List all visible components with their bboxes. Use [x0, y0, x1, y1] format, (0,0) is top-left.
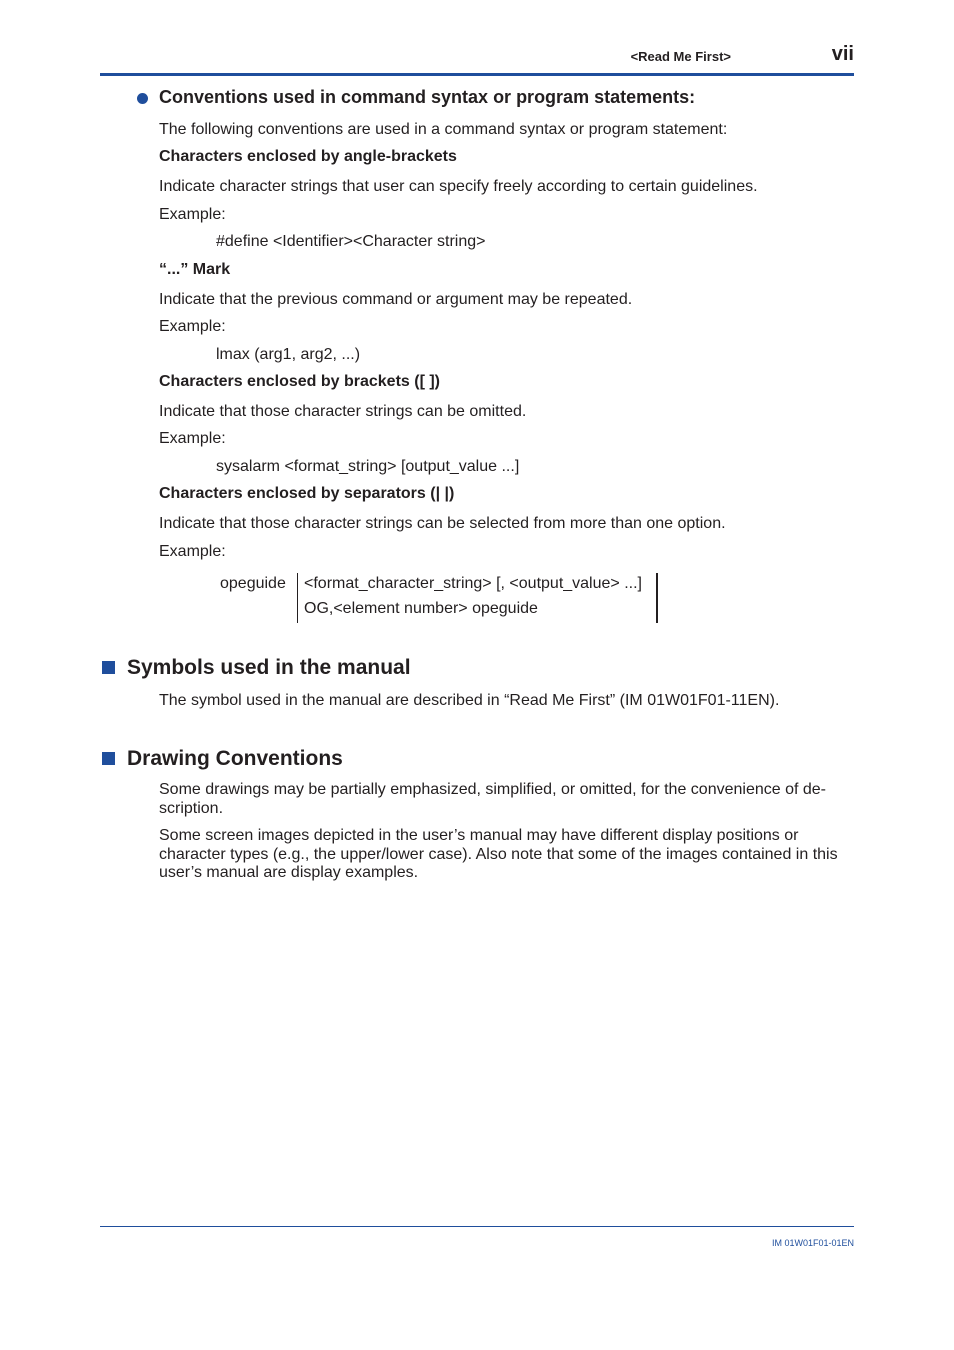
conventions-heading: Conventions used in command syntax or program statements:: [159, 87, 696, 107]
angle-brackets-title: Characters enclosed by angle-brackets: [159, 148, 457, 165]
separators-option-2: OG,<element number> opeguide: [304, 600, 538, 617]
example-label: Example:: [159, 430, 226, 447]
section-square-icon: [102, 661, 115, 674]
separators-example-command: opeguide: [220, 575, 286, 592]
separator-bar-right: [656, 573, 658, 623]
mark-title: “...” Mark: [159, 261, 231, 278]
footer-rule: [100, 1226, 854, 1227]
symbols-text: The symbol used in the manual are described in “Read Me First” (IM 01W01F01-11EN).: [159, 692, 780, 709]
mark-desc: Indicate that the previous command or argument may be repeated.: [159, 291, 633, 308]
brackets-example: sysalarm <format_string> [output_value ...]: [216, 458, 520, 475]
drawing-paragraph-2: Some screen images depicted in the user’s manual may have different display positions or character types (e.g., the upper/lower case). Also note that some of the images contained in this user’s manual are display examples.: [159, 827, 838, 881]
example-label: Example:: [159, 206, 226, 223]
header-rule: [100, 73, 854, 76]
separators-desc: Indicate that those character strings can be selected from more than one option.: [159, 515, 726, 532]
brackets-desc: Indicate that those character strings can be omitted.: [159, 403, 527, 420]
mark-example: lmax (arg1, arg2, ...): [216, 346, 361, 363]
brackets-title: Characters enclosed by brackets ([ ]): [159, 373, 440, 390]
symbols-heading: Symbols used in the manual: [127, 656, 411, 679]
example-label: Example:: [159, 543, 226, 560]
example-label: Example:: [159, 318, 226, 335]
page-number: vii: [831, 43, 854, 65]
separators-option-1: <format_character_string> [, <output_value> ...]: [304, 575, 642, 592]
conventions-intro: The following conventions are used in a command syntax or program statement:: [159, 121, 728, 138]
angle-brackets-example: #define <Identifier><Character string>: [216, 233, 486, 250]
section-square-icon: [102, 752, 115, 765]
footer-doc-code: IM 01W01F01-01EN: [771, 1238, 854, 1248]
drawing-paragraph-1: Some drawings may be partially emphasized, simplified, or omitted, for the convenience of de-scription.: [159, 781, 826, 817]
angle-brackets-desc: Indicate character strings that user can specify freely according to certain guidelines.: [159, 178, 758, 195]
drawing-heading: Drawing Conventions: [127, 747, 343, 770]
header-title: <Read Me First>: [630, 49, 731, 64]
bullet-dot-icon: [137, 93, 148, 104]
separator-bar-left: [297, 573, 298, 623]
separators-title: Characters enclosed by separators (| |): [159, 485, 455, 502]
